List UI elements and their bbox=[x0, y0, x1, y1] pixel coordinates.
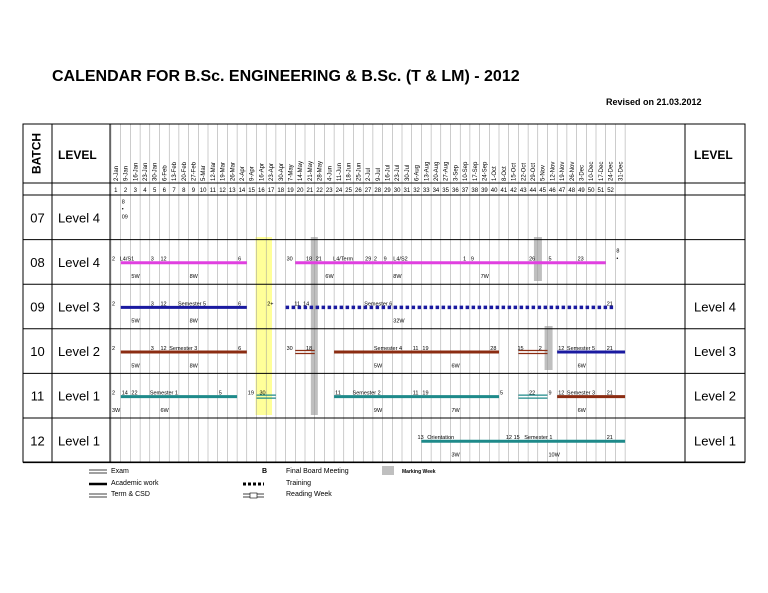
calendar-annotation: 15 bbox=[517, 345, 524, 352]
week-date-label: 12-Nov bbox=[550, 161, 557, 181]
calendar-annotation: 6W bbox=[577, 363, 586, 370]
week-number: 9 bbox=[191, 188, 196, 194]
week-number: 40 bbox=[490, 188, 498, 194]
week-date-label: 28-May bbox=[317, 160, 324, 181]
week-number: 24 bbox=[335, 188, 343, 194]
calendar-annotation: 8W bbox=[189, 363, 198, 370]
level-label: Level 3 bbox=[58, 299, 100, 315]
calendar-annotation: 28 bbox=[490, 345, 497, 352]
week-date-label: 6-Aug bbox=[414, 164, 421, 181]
week-date-label: 31-Dec bbox=[618, 161, 625, 181]
batch-header: BATCH bbox=[29, 132, 44, 175]
calendar-annotation: 26 bbox=[529, 256, 536, 263]
calendar-annotation: 19 bbox=[247, 390, 254, 397]
week-date-label: 16-Jul bbox=[385, 164, 392, 181]
calendar-annotation: 30 bbox=[286, 345, 293, 352]
revision-date: Revised on 21.03.2012 bbox=[606, 97, 702, 107]
calendar-annotation: 11 bbox=[294, 301, 301, 308]
week-number: 33 bbox=[422, 188, 430, 194]
marking-week-block bbox=[545, 326, 553, 370]
calendar-annotation: 18 bbox=[306, 256, 313, 263]
week-date-label: 13-Feb bbox=[172, 161, 179, 181]
calendar-annotation: 8 bbox=[121, 199, 125, 206]
calendar-annotation: Semester 1 bbox=[149, 390, 178, 397]
week-date-label: 20-Feb bbox=[181, 161, 188, 181]
week-date-label: 16-Jan bbox=[133, 162, 140, 181]
week-date-label: 27-Aug bbox=[443, 161, 450, 181]
week-number: 46 bbox=[549, 188, 556, 194]
week-date-label: 21-May bbox=[307, 160, 314, 181]
week-date-label: 15-Oct bbox=[511, 162, 518, 181]
calendar-annotation: 5 bbox=[548, 256, 552, 263]
week-number: 47 bbox=[558, 188, 566, 194]
week-date-label: 2-Apr bbox=[239, 166, 246, 181]
week-number: 26 bbox=[355, 188, 362, 194]
week-number: 8 bbox=[182, 188, 186, 194]
calendar-annotation: 29 bbox=[365, 256, 372, 263]
calendar-annotation: 6 bbox=[238, 256, 242, 263]
week-date-label: 17-Dec bbox=[598, 161, 605, 181]
calendar-annotation: L4/S1 bbox=[119, 256, 135, 263]
calendar-annotation: 14 bbox=[303, 301, 310, 308]
legend-academic-label: Academic work bbox=[111, 480, 159, 487]
calendar-annotation: 3W bbox=[451, 452, 460, 459]
calendar-annotation: 18 bbox=[306, 345, 313, 352]
week-number: 5 bbox=[152, 188, 157, 194]
week-date-label: 17-Sep bbox=[472, 161, 479, 181]
calendar-annotation: 9W bbox=[373, 407, 383, 414]
calendar-annotation: 21 bbox=[606, 301, 613, 308]
week-date-label: 20-Aug bbox=[433, 161, 440, 181]
level-label: Level 1 bbox=[58, 433, 100, 449]
calendar-annotation: 12 bbox=[558, 345, 565, 352]
calendar-annotation: 09 bbox=[121, 214, 128, 221]
calendar-annotation: Semester 3 bbox=[169, 345, 198, 352]
week-number: 17 bbox=[267, 188, 275, 194]
week-number: 12 bbox=[219, 188, 226, 194]
calendar-annotation: 22 bbox=[131, 390, 138, 397]
calendar-annotation: 5W bbox=[373, 363, 383, 370]
level-label: Level 4 bbox=[58, 254, 100, 270]
week-number: 41 bbox=[500, 188, 508, 194]
calendar-annotation: 5 bbox=[218, 390, 222, 397]
next-level-label: Level 4 bbox=[694, 299, 736, 315]
calendar-annotation: 32W bbox=[393, 318, 405, 325]
week-number: 2 bbox=[123, 188, 128, 194]
week-date-label: 19-Nov bbox=[560, 161, 567, 181]
calendar-annotation: 21 bbox=[606, 345, 613, 352]
batch-label: 12 bbox=[30, 433, 45, 449]
calendar-annotation: 15 bbox=[513, 435, 520, 442]
batch-label: 11 bbox=[30, 388, 45, 404]
calendar-annotation: 11 bbox=[412, 345, 419, 352]
week-date-label: 5-Mar bbox=[201, 165, 208, 181]
week-number: 23 bbox=[325, 188, 333, 194]
calendar-annotation: 13 bbox=[417, 435, 424, 442]
calendar-annotation: 2+ bbox=[267, 301, 274, 308]
week-number: 37 bbox=[461, 188, 469, 194]
calendar-annotation: 11 bbox=[412, 390, 419, 397]
calendar-annotation: L4/Term bbox=[333, 256, 354, 263]
week-date-label: 30-Jul bbox=[404, 164, 411, 181]
week-date-label: 30-Apr bbox=[278, 162, 285, 181]
legend-marking-symbol bbox=[382, 466, 394, 475]
week-number: 45 bbox=[539, 188, 546, 194]
page-title: CALENDAR FOR B.Sc. ENGINEERING & B.Sc. (T & LM) - 2012 bbox=[52, 68, 520, 85]
calendar-annotation: Semester 6 bbox=[364, 301, 393, 308]
week-date-label: 13-Aug bbox=[424, 161, 431, 181]
calendar-annotation: 10W bbox=[548, 452, 560, 459]
calendar-annotation: 30 bbox=[286, 256, 293, 263]
week-number: 48 bbox=[568, 188, 576, 194]
week-number: 18 bbox=[277, 188, 285, 194]
calendar-annotation: Semester 4 bbox=[373, 345, 403, 352]
week-date-label: 9-Jul bbox=[375, 167, 382, 181]
week-date-label: 5-Nov bbox=[540, 164, 547, 181]
week-number: 15 bbox=[248, 188, 255, 194]
week-number: 13 bbox=[228, 188, 236, 194]
level-label: Level 1 bbox=[58, 388, 100, 404]
calendar-annotation: 2 bbox=[112, 345, 116, 352]
calendar-annotation: • bbox=[121, 206, 124, 213]
week-number: 34 bbox=[432, 188, 440, 194]
week-number: 29 bbox=[384, 188, 391, 194]
next-level-label: Level 1 bbox=[694, 433, 736, 449]
week-number: 32 bbox=[413, 188, 420, 194]
week-number: 16 bbox=[258, 188, 265, 194]
calendar-annotation: 14 bbox=[121, 390, 128, 397]
week-date-label: 27-Feb bbox=[191, 161, 198, 181]
calendar-annotation: L4/S2 bbox=[393, 256, 408, 263]
calendar-annotation: 2 bbox=[112, 256, 116, 263]
calendar-annotation: 2 bbox=[538, 345, 542, 352]
level-header-right: LEVEL bbox=[694, 148, 733, 162]
level-label: Level 4 bbox=[58, 210, 100, 226]
calendar-annotation: 3 bbox=[150, 345, 154, 352]
week-date-label: 23-Jan bbox=[142, 162, 149, 181]
week-date-label: 12-Mar bbox=[210, 161, 217, 181]
week-number: 14 bbox=[238, 188, 246, 194]
calendar-annotation: 12 bbox=[160, 256, 167, 263]
calendar-annotation: 12 bbox=[160, 345, 167, 352]
week-date-label: 2-Jul bbox=[366, 167, 373, 181]
calendar-annotation: 21 bbox=[315, 256, 322, 263]
calendar-annotation: 6 bbox=[238, 301, 242, 308]
week-date-label: 4-Jun bbox=[327, 165, 334, 181]
batch-label: 08 bbox=[30, 254, 45, 270]
week-number: 36 bbox=[452, 188, 459, 194]
week-date-label: 16-Apr bbox=[259, 162, 266, 181]
calendar-annotation: Semester 2 bbox=[352, 390, 381, 397]
calendar-annotation: 5W bbox=[131, 318, 140, 325]
batch-label: 10 bbox=[30, 344, 45, 360]
calendar-annotation: 2 bbox=[112, 301, 116, 308]
week-date-label: 9-Jan bbox=[123, 165, 130, 181]
week-date-label: 26-Nov bbox=[569, 161, 576, 181]
week-number: 50 bbox=[587, 188, 595, 194]
week-date-label: 10-Dec bbox=[589, 161, 596, 181]
calendar-annotation: 8W bbox=[393, 274, 402, 281]
week-date-label: 19-Mar bbox=[220, 161, 227, 181]
week-number: 19 bbox=[287, 188, 294, 194]
week-date-label: 18-Jun bbox=[346, 162, 353, 181]
calendar-annotation: 5 bbox=[500, 390, 504, 397]
week-number: 10 bbox=[199, 188, 207, 194]
week-date-label: 14-May bbox=[298, 160, 305, 181]
week-number: 6 bbox=[162, 188, 167, 194]
calendar-annotation: 6 bbox=[238, 345, 242, 352]
week-date-label: 1-Oct bbox=[492, 166, 499, 181]
calendar-annotation: 11 bbox=[335, 390, 341, 397]
calendar-annotation: 21 bbox=[606, 390, 613, 397]
calendar-annotation: 8W bbox=[189, 274, 198, 281]
calendar-annotation: 9 bbox=[470, 256, 474, 263]
week-number: 35 bbox=[442, 188, 449, 194]
calendar-annotation: 3 bbox=[150, 301, 154, 308]
week-number: 38 bbox=[471, 188, 479, 194]
week-number: 20 bbox=[296, 188, 304, 194]
batch-label: 09 bbox=[30, 299, 45, 315]
calendar-annotation: 23 bbox=[577, 256, 584, 263]
next-level-label: Level 2 bbox=[694, 388, 736, 404]
week-number: 27 bbox=[364, 188, 372, 194]
week-number: 28 bbox=[374, 188, 382, 194]
week-date-label: 6-Feb bbox=[162, 165, 169, 181]
week-date-label: 24-Dec bbox=[608, 161, 615, 181]
week-number: 11 bbox=[209, 188, 216, 194]
calendar-annotation: 3W bbox=[112, 407, 121, 414]
week-date-label: 2-Jan bbox=[113, 165, 120, 181]
week-date-label: 11-Jun bbox=[336, 163, 343, 181]
week-date-label: 8-Oct bbox=[501, 166, 508, 181]
week-date-label: 10-Sep bbox=[463, 161, 470, 181]
calendar-annotation: 22 bbox=[529, 390, 536, 397]
calendar-annotation: 8 bbox=[616, 248, 620, 255]
week-number: 39 bbox=[481, 188, 488, 194]
legend-term-label: Term & CSD bbox=[111, 491, 150, 498]
week-number: 52 bbox=[607, 188, 614, 194]
week-number: 7 bbox=[172, 188, 176, 194]
week-date-label: 24-Sep bbox=[482, 161, 489, 181]
week-date-label: 23-Jul bbox=[395, 164, 402, 181]
week-date-label: 22-Oct bbox=[521, 162, 528, 181]
calendar-annotation: 7W bbox=[480, 274, 489, 281]
week-date-label: 9-Apr bbox=[249, 166, 256, 181]
calendar-annotation: 2 bbox=[112, 390, 116, 397]
week-number: 43 bbox=[519, 188, 527, 194]
calendar-annotation: 19 bbox=[422, 345, 429, 352]
week-number: 44 bbox=[529, 188, 537, 194]
calendar-annotation: 8W bbox=[189, 318, 198, 325]
holiday-block bbox=[256, 237, 272, 415]
week-date-label: 29-Oct bbox=[530, 162, 537, 181]
legend-marking-label: Marking Week bbox=[402, 469, 436, 475]
week-number: 1 bbox=[114, 188, 118, 194]
week-date-label: 30-Jan bbox=[152, 162, 159, 181]
legend-reading-symbol bbox=[250, 493, 257, 498]
legend-final-board-label: Final Board Meeting bbox=[286, 468, 349, 475]
week-date-label: 23-Apr bbox=[269, 162, 276, 181]
week-number: 4 bbox=[143, 188, 147, 194]
calendar-annotation: 9 bbox=[383, 256, 387, 263]
week-number: 31 bbox=[403, 188, 411, 194]
next-level-label: Level 3 bbox=[694, 344, 736, 360]
calendar-annotation: Semester 3 bbox=[566, 390, 596, 397]
calendar-annotation: 21 bbox=[606, 435, 613, 442]
batch-label: 07 bbox=[30, 210, 45, 226]
legend-training-label: Training bbox=[286, 480, 312, 487]
week-number: 49 bbox=[578, 188, 585, 194]
week-number: 42 bbox=[510, 188, 517, 194]
calendar-annotation: 5W bbox=[131, 363, 140, 370]
legend-exam-label: Exam bbox=[111, 468, 129, 475]
calendar-annotation: Semester 5 bbox=[566, 345, 596, 352]
week-date-label: 3-Sep bbox=[453, 164, 460, 181]
calendar-annotation: 12 bbox=[160, 301, 167, 308]
calendar-annotation: 1 bbox=[463, 256, 467, 263]
calendar-annotation: Orientation bbox=[427, 435, 455, 442]
calendar-annotation: 12 bbox=[558, 390, 565, 397]
calendar-annotation: 6W bbox=[577, 407, 586, 414]
calendar-annotation: 3 bbox=[150, 256, 154, 263]
week-number: 25 bbox=[345, 188, 352, 194]
week-date-label: 7-May bbox=[288, 164, 295, 181]
table-frame bbox=[23, 124, 745, 462]
calendar-annotation: 9 bbox=[548, 390, 552, 397]
week-date-label: 3-Dec bbox=[579, 164, 586, 181]
calendar-annotation: • bbox=[616, 255, 619, 262]
calendar-annotation: 12 bbox=[505, 435, 512, 442]
calendar-annotation: 6W bbox=[451, 363, 460, 370]
week-number: 51 bbox=[597, 188, 605, 194]
week-number: 3 bbox=[133, 188, 137, 194]
calendar-annotation: 5W bbox=[131, 274, 140, 281]
calendar-annotation: 2 bbox=[373, 256, 377, 263]
week-number: 30 bbox=[393, 188, 401, 194]
calendar-annotation: Semester 1 bbox=[524, 435, 553, 442]
calendar-annotation: 30 bbox=[259, 390, 266, 397]
week-date-label: 26-Mar bbox=[230, 161, 237, 181]
calendar-annotation: 19 bbox=[422, 390, 429, 397]
legend-reading-label: Reading Week bbox=[286, 491, 332, 498]
calendar-annotation: Semester 5 bbox=[177, 301, 207, 308]
level-label: Level 2 bbox=[58, 344, 100, 360]
week-number: 21 bbox=[306, 188, 314, 194]
week-date-label: 25-Jun bbox=[356, 162, 363, 181]
legend-b-symbol: B bbox=[262, 468, 268, 475]
level-header: LEVEL bbox=[58, 148, 97, 162]
calendar-annotation: 6W bbox=[160, 407, 169, 414]
week-number: 22 bbox=[316, 188, 323, 194]
calendar-annotation: 6W bbox=[325, 274, 334, 281]
calendar-annotation: 7W bbox=[451, 407, 460, 414]
